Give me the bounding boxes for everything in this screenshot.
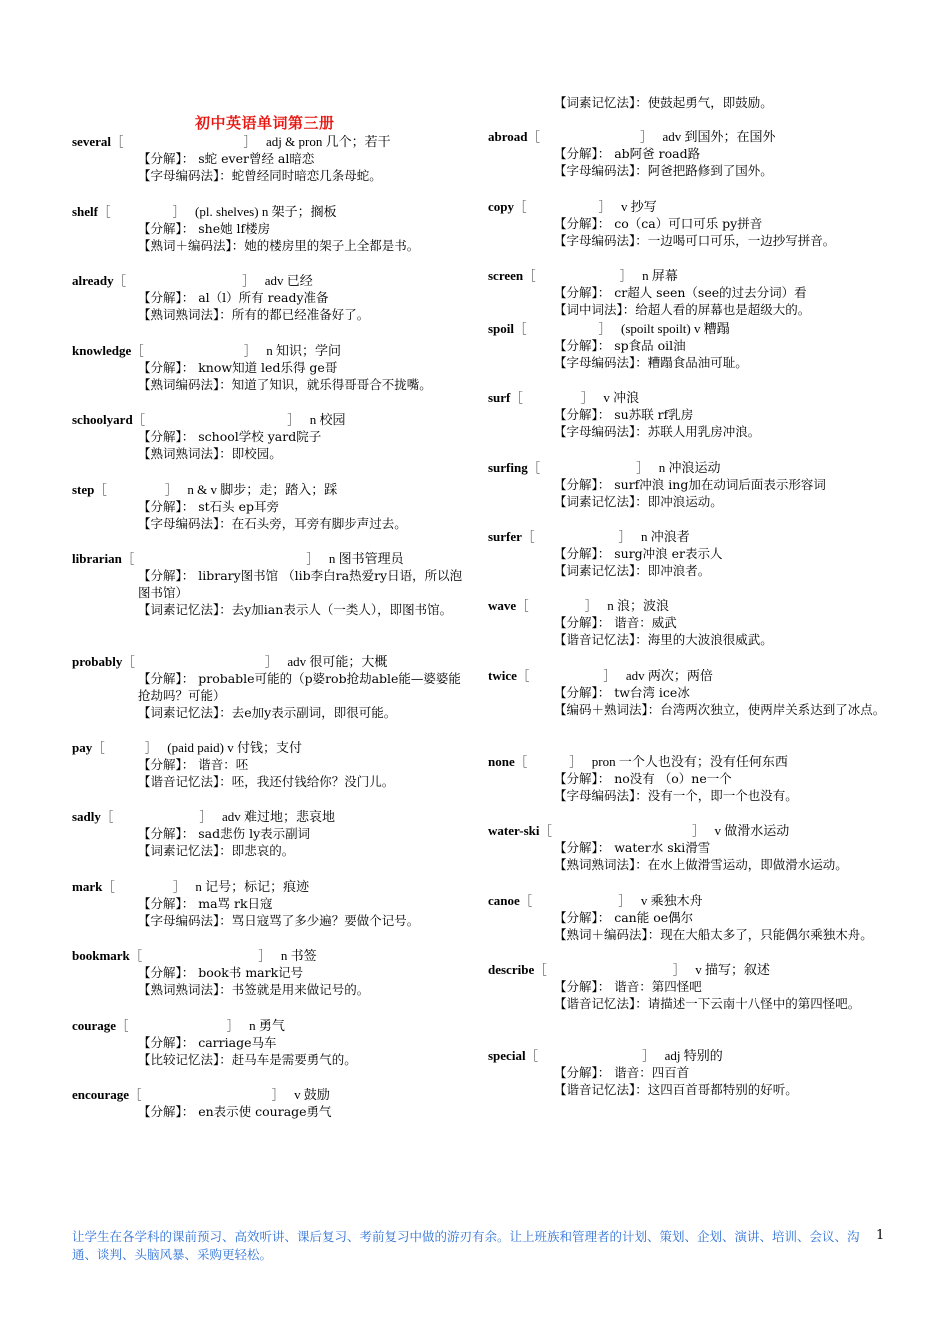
- phonetic-open-bracket: ［: [527, 460, 541, 475]
- entry-head: [488, 667, 898, 684]
- entry-head: [488, 892, 898, 909]
- phonetic-open-bracket: ［: [100, 809, 114, 824]
- part-of-speech-meaning: n 校园: [309, 412, 346, 427]
- part-of-speech-meaning: n 冲浪者: [640, 529, 690, 544]
- entry-head: [488, 597, 898, 614]
- breakdown-line: 【分解】： al（l）所有 ready准备: [138, 290, 329, 305]
- phonetic-open-bracket: ［: [539, 823, 553, 838]
- vocab-entry: [488, 459, 898, 510]
- entry-head: [72, 1086, 472, 1103]
- part-of-speech-meaning: v 乘独木舟: [640, 893, 703, 908]
- entry-head: [488, 753, 898, 770]
- footer-text: 让学生在各学科的课前预习、高效听讲、课后复习、考前复习中做的游刃有余。让上班族和管理者的计划、策划、企划、演讲、培训、会议、沟通、谈判、头脑风暴、采购更轻松。: [72, 1229, 860, 1262]
- memory-method-line: 【熟词熟词法】：书签就是用来做记号的。: [138, 982, 370, 997]
- headword: encourage: [72, 1087, 130, 1102]
- part-of-speech-meaning: adj 特别的: [664, 1048, 723, 1063]
- entry-head: [72, 878, 472, 895]
- phonetic-open-bracket: ［: [516, 598, 529, 613]
- breakdown-line: 【分解】： cr超人 seen（see的过去分词）看: [554, 285, 807, 300]
- part-of-speech-meaning: v 做滑水运动: [714, 823, 790, 838]
- memory-method-line: 【字母编码法】：蛇曾经同时暗恋几条母蛇。: [138, 168, 382, 183]
- vocab-entry: [72, 653, 472, 721]
- phonetic-close-bracket: ］: [172, 879, 186, 894]
- phonetic-close-bracket: ］: [672, 962, 686, 977]
- vocab-entry: [488, 961, 898, 1012]
- headword: surf: [488, 390, 511, 405]
- breakdown-line: 【分解】： su苏联 rf乳房: [554, 407, 694, 422]
- memory-method-line: 【字母编码法】：一边喝可口可乐，一边抄写拼音。: [554, 233, 836, 248]
- breakdown-line: 【分解】： know知道 led乐得 ge哥: [138, 360, 338, 375]
- part-of-speech-meaning: adv 已经: [264, 273, 313, 288]
- phonetic-open-bracket: ［: [519, 893, 533, 908]
- phonetic-open-bracket: ［: [514, 321, 527, 336]
- phonetic-open-bracket: ［: [514, 199, 527, 214]
- phonetic-open-bracket: ［: [116, 1018, 129, 1033]
- memory-method-line: 【词素记忆法】：即冲浪运动。: [554, 494, 723, 509]
- part-of-speech-meaning: n 书签: [280, 948, 317, 963]
- phonetic-open-bracket: ［: [110, 134, 124, 149]
- part-of-speech-meaning: (paid paid) v 付钱；支付: [167, 740, 302, 755]
- phonetic-open-bracket: ［: [132, 412, 146, 427]
- phonetic-open-bracket: ［: [131, 343, 144, 358]
- phonetic-close-bracket: ］: [618, 893, 631, 908]
- headword: wave: [488, 598, 517, 613]
- phonetic-close-bracket: ］: [598, 199, 612, 214]
- part-of-speech-meaning: n & v 脚步；走；踏入；踩: [187, 482, 338, 497]
- part-of-speech-meaning: v 鼓励: [294, 1087, 330, 1102]
- part-of-speech-meaning: v 抄写: [621, 199, 657, 214]
- entry-head: [72, 133, 472, 150]
- entry-head: [72, 1017, 472, 1034]
- breakdown-line: 【分解】： co（ca）可口可乐 py拼音: [554, 216, 763, 231]
- vocab-entry: [72, 808, 472, 859]
- phonetic-open-bracket: ［: [521, 529, 535, 544]
- entry-head: [488, 198, 898, 215]
- memory-method-line: 【词中词法】：给超人看的屏幕也是超级大的。: [554, 302, 811, 317]
- headword: already: [72, 273, 114, 288]
- phonetic-close-bracket: ］: [584, 598, 598, 613]
- breakdown-line: 【分解】： can能 oe偶尔: [554, 910, 694, 925]
- headword: mark: [72, 879, 103, 894]
- headword: sadly: [72, 809, 101, 824]
- memory-method-line: 【词素记忆法】：即冲浪者。: [554, 563, 711, 578]
- entry-head: [488, 961, 898, 978]
- phonetic-close-bracket: ］: [172, 204, 186, 219]
- breakdown-line: 【分解】： book书 mark记号: [138, 965, 304, 980]
- breakdown-line: 【分解】： water水 ski滑雪: [554, 840, 711, 855]
- memory-method-line: 【字母编码法】：在石头旁，耳旁有脚步声过去。: [138, 516, 407, 531]
- memory-method-line: 【词素记忆法】：即悲哀的。: [138, 843, 295, 858]
- breakdown-line: 【分解】： 谐音：四百首: [554, 1065, 690, 1080]
- memory-method-line: 【编码＋熟词法】：台湾两次独立，使两岸关系达到了冰点。: [554, 702, 886, 717]
- phonetic-open-bracket: ［: [113, 273, 127, 288]
- phonetic-close-bracket: ］: [287, 412, 300, 427]
- memory-method-line: 【词素记忆法】：去e加y表示副词，即很可能。: [138, 705, 397, 720]
- vocab-entry: [72, 411, 472, 462]
- memory-method-line: 【词素记忆法】：去y加ian表示人（一类人），即图书馆。: [138, 602, 453, 617]
- headword: abroad: [488, 129, 528, 144]
- part-of-speech-meaning: n 屏幕: [642, 268, 678, 283]
- entry-head: [72, 808, 472, 825]
- entry-head: [488, 1047, 898, 1064]
- entry-head: [72, 203, 472, 220]
- part-of-speech-meaning: n 记号；标记；痕迹: [195, 879, 310, 894]
- phonetic-close-bracket: ］: [642, 1048, 655, 1063]
- breakdown-line: 【分解】： surf冲浪 ing加在动词后面表示形容词: [554, 477, 826, 492]
- headword: copy: [488, 199, 514, 214]
- phonetic-open-bracket: ［: [92, 740, 105, 755]
- headword: describe: [488, 962, 535, 977]
- breakdown-line: 【分解】： library图书馆 （lib李白ra热爱ry日语，所以泡图书馆）: [138, 568, 463, 600]
- phonetic-close-bracket: ］: [271, 1087, 285, 1102]
- continued-line: 【词素记忆法】：使鼓起勇气，即鼓励。: [554, 95, 773, 110]
- breakdown-line: 【分解】： 谐音：第四怪吧: [554, 979, 702, 994]
- phonetic-close-bracket: ］: [598, 321, 612, 336]
- phonetic-open-bracket: ［: [523, 268, 536, 283]
- part-of-speech-meaning: adv 两次；两倍: [625, 668, 713, 683]
- memory-method-line: 【谐音记忆法】：请描述一下云南十八怪中的第四怪吧。: [554, 996, 861, 1011]
- entry-head: [488, 459, 898, 476]
- vocab-entry: [488, 128, 898, 179]
- headword: knowledge: [72, 343, 132, 358]
- vocab-entry: [488, 528, 898, 579]
- vocab-entry: [488, 267, 898, 318]
- entry-head: [72, 739, 472, 756]
- part-of-speech-meaning: adv 到国外；在国外: [662, 129, 776, 144]
- vocab-entry: [72, 739, 472, 790]
- part-of-speech-meaning: n 图书管理员: [328, 551, 404, 566]
- part-of-speech-meaning: n 冲浪运动: [658, 460, 721, 475]
- breakdown-line: 【分解】： carriage马车: [138, 1035, 277, 1050]
- memory-method-line: 【熟词熟词法】：即校园。: [138, 446, 282, 461]
- part-of-speech-meaning: adj & pron 几个；若干: [266, 134, 391, 149]
- memory-method-line: 【谐音记忆法】：海里的大波浪很威武。: [554, 632, 773, 647]
- headword: surfing: [488, 460, 528, 475]
- part-of-speech-meaning: pron 一个人也没有；没有任何东西: [591, 754, 788, 769]
- vocab-entry: [488, 320, 898, 371]
- vocab-entry: [72, 203, 472, 254]
- breakdown-line: 【分解】： she她 lf楼房: [138, 221, 271, 236]
- breakdown-line: 【分解】： ma骂 rk日寇: [138, 896, 273, 911]
- phonetic-open-bracket: ［: [514, 754, 528, 769]
- part-of-speech-meaning: n 勇气: [249, 1018, 285, 1033]
- part-of-speech-meaning: n 浪；波浪: [607, 598, 669, 613]
- part-of-speech-meaning: adv 难过地；悲哀地: [221, 809, 335, 824]
- entry-head: [72, 550, 472, 567]
- vocab-entry: [72, 550, 472, 618]
- breakdown-line: 【分解】： no没有 （o）ne一个: [554, 771, 732, 786]
- breakdown-line: 【分解】： st石头 ep耳旁: [138, 499, 280, 514]
- entry-head: [488, 128, 898, 145]
- entry-head: [72, 653, 472, 670]
- vocab-entry: [72, 133, 472, 184]
- entry-head: [72, 411, 472, 428]
- vocab-entry: [72, 1017, 472, 1068]
- headword: schoolyard: [72, 412, 133, 427]
- memory-method-line: 【比较记忆法】：赶马车是需要勇气的。: [138, 1052, 357, 1067]
- phonetic-open-bracket: ［: [98, 204, 111, 219]
- phonetic-close-bracket: ］: [144, 740, 158, 755]
- headword: surfer: [488, 529, 522, 544]
- phonetic-close-bracket: ］: [619, 268, 633, 283]
- headword: none: [488, 754, 515, 769]
- memory-method-line: 【谐音记忆法】：这四百首哥都特别的好听。: [554, 1082, 798, 1097]
- headword: canoe: [488, 893, 520, 908]
- vocab-entry: [488, 667, 898, 718]
- vocab-entry: [72, 342, 472, 393]
- memory-method-line: 【谐音记忆法】：呸，我还付钱给你？没门儿。: [138, 774, 395, 789]
- phonetic-close-bracket: ］: [636, 460, 649, 475]
- phonetic-close-bracket: ］: [580, 390, 594, 405]
- headword: shelf: [72, 204, 98, 219]
- entry-head: [72, 947, 472, 964]
- headword: step: [72, 482, 95, 497]
- part-of-speech-meaning: v 冲浪: [603, 390, 640, 405]
- memory-method-line: 【字母编码法】：苏联人用乳房冲浪。: [554, 424, 761, 439]
- phonetic-close-bracket: ］: [306, 551, 319, 566]
- headword: bookmark: [72, 948, 130, 963]
- phonetic-close-bracket: ］: [258, 948, 271, 963]
- phonetic-close-bracket: ］: [226, 1018, 240, 1033]
- vocab-entry: [72, 481, 472, 532]
- breakdown-line: 【分解】： 谐音：呸: [138, 757, 249, 772]
- breakdown-line: 【分解】： surg冲浪 er表示人: [554, 546, 723, 561]
- headword: screen: [488, 268, 524, 283]
- headword: water-ski: [488, 823, 540, 838]
- vocab-entry: [488, 198, 898, 249]
- entry-head: [488, 389, 898, 406]
- memory-method-line: 【熟词熟词法】：所有的都已经准备好了。: [138, 307, 370, 322]
- phonetic-close-bracket: ］: [264, 654, 278, 669]
- memory-method-line: 【熟词熟词法】：在水上做滑雪运动，即做滑水运动。: [554, 857, 848, 872]
- breakdown-line: 【分解】： 谐音：威武: [554, 615, 677, 630]
- phonetic-close-bracket: ］: [199, 809, 212, 824]
- phonetic-open-bracket: ［: [534, 962, 547, 977]
- phonetic-close-bracket: ］: [618, 529, 631, 544]
- phonetic-close-bracket: ］: [569, 754, 582, 769]
- breakdown-line: 【分解】： tw台湾 ice冰: [554, 685, 690, 700]
- phonetic-close-bracket: ］: [242, 273, 255, 288]
- vocab-entry: [72, 947, 472, 998]
- vocab-entry: [72, 1086, 472, 1120]
- phonetic-open-bracket: ［: [516, 668, 530, 683]
- breakdown-line: 【分解】： school学校 yard院子: [138, 429, 322, 444]
- entry-head: [488, 822, 898, 839]
- headword: special: [488, 1048, 526, 1063]
- breakdown-line: 【分解】： s蛇 ever曾经 al暗恋: [138, 151, 315, 166]
- part-of-speech-meaning: v 描写；叙述: [695, 962, 771, 977]
- phonetic-open-bracket: ［: [527, 129, 541, 144]
- phonetic-open-bracket: ［: [129, 1087, 142, 1102]
- breakdown-line: 【分解】： sad悲伤 ly表示副词: [138, 826, 311, 841]
- phonetic-open-bracket: ［: [102, 879, 115, 894]
- memory-method-line: 【字母编码法】：阿爸把路修到了国外。: [554, 163, 773, 178]
- breakdown-line: 【分解】： en表示使 courage勇气: [138, 1104, 332, 1119]
- page-title: 初中英语单词第三册: [195, 114, 335, 132]
- vocab-entry: [488, 753, 898, 804]
- part-of-speech-meaning: (pl. shelves) n 架子；搁板: [195, 204, 337, 219]
- memory-method-line: 【字母编码法】：没有一个，即一个也没有。: [554, 788, 798, 803]
- vocab-entry: [488, 892, 898, 943]
- part-of-speech-meaning: (spoilt spoilt) v 糟蹋: [621, 321, 730, 336]
- phonetic-close-bracket: ］: [243, 343, 257, 358]
- vocab-entry: [488, 597, 898, 648]
- headword: probably: [72, 654, 123, 669]
- phonetic-close-bracket: ］: [243, 134, 257, 149]
- entry-head: [488, 320, 898, 337]
- entry-head: [488, 528, 898, 545]
- entry-head: [72, 272, 472, 289]
- breakdown-line: 【分解】： sp食品 oil油: [554, 338, 686, 353]
- phonetic-close-bracket: ］: [692, 823, 705, 838]
- memory-method-line: 【字母编码法】：骂日寇骂了多少遍？要做个记号。: [138, 913, 420, 928]
- headword: spoil: [488, 321, 515, 336]
- vocab-entry: [488, 1047, 898, 1098]
- phonetic-open-bracket: ［: [94, 482, 107, 497]
- memory-method-line: 【熟词＋编码法】：现在大船太多了，只能偶尔乘独木舟。: [554, 927, 873, 942]
- memory-method-line: 【熟词编码法】：知道了知识，就乐得哥哥合不拢嘴。: [138, 377, 432, 392]
- headword: twice: [488, 668, 517, 683]
- memory-method-line: 【字母编码法】：糟蹋食品油可耻。: [554, 355, 748, 370]
- vocab-entry: [488, 389, 898, 440]
- entry-head: [488, 267, 898, 284]
- entry-head: [72, 342, 472, 359]
- phonetic-open-bracket: ［: [525, 1048, 539, 1063]
- memory-method-line: 【熟词＋编码法】：她的楼房里的架子上全都是书。: [138, 238, 420, 253]
- phonetic-close-bracket: ］: [640, 129, 653, 144]
- headword: pay: [72, 740, 93, 755]
- page-number: 1: [876, 1228, 885, 1243]
- vocab-entry: [72, 878, 472, 929]
- breakdown-line: 【分解】： ab阿爸 road路: [554, 146, 701, 161]
- phonetic-close-bracket: ］: [603, 668, 616, 683]
- vocab-entry: [72, 272, 472, 323]
- phonetic-close-bracket: ］: [164, 482, 178, 497]
- headword: librarian: [72, 551, 122, 566]
- phonetic-open-bracket: ［: [129, 948, 143, 963]
- phonetic-open-bracket: ［: [510, 390, 523, 405]
- vocab-entry: [488, 822, 898, 873]
- part-of-speech-meaning: adv 很可能；大概: [287, 654, 388, 669]
- breakdown-line: 【分解】： probable可能的（p婆rob抢劫able能—婆婆能抢劫吗？可能）: [138, 671, 461, 703]
- headword: several: [72, 134, 111, 149]
- headword: courage: [72, 1018, 117, 1033]
- entry-head: [72, 481, 472, 498]
- part-of-speech-meaning: n 知识；学问: [266, 343, 342, 358]
- phonetic-open-bracket: ［: [122, 654, 135, 669]
- phonetic-open-bracket: ［: [121, 551, 135, 566]
